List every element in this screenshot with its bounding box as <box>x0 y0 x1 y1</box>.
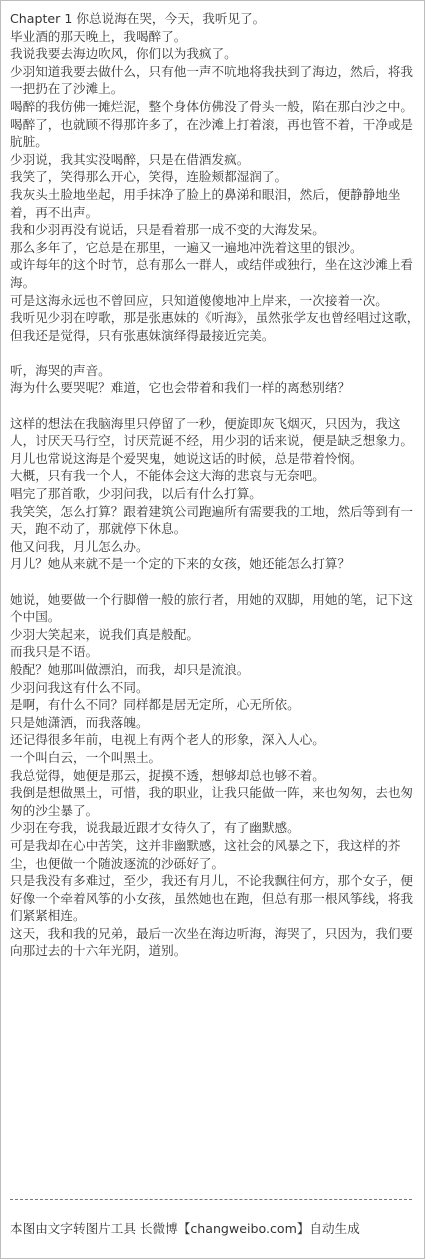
paragraph: 我笑了，笑得那么开心，笑得，连脸颊都湿润了。 <box>10 169 288 185</box>
paragraph: 我听见少羽在哼歌，那是张惠妹的《听海》，虽然张学友也曾经唱过这歌，但我还是觉得，只有张惠妹演绎得最接近完美。 <box>10 310 420 343</box>
paragraph: 我倒是想做黑土，可惜，我的职业，让我只能做一阵，来也匆匆，去也匆匆的沙尘暴了。 <box>10 785 413 818</box>
paragraph: 我和少羽再没有说话，只是看着那一成不变的大海发呆。 <box>10 222 325 238</box>
footer-credit: 本图由文字转图片工具 长微博【changweibo.com】自动生成 <box>10 1221 360 1236</box>
paragraph: 那么多年了，它总是在那里，一遍又一遍地冲洗着这里的银沙。 <box>10 239 363 255</box>
paragraph: 一个叫白云，一个叫黑土。 <box>10 749 162 765</box>
paragraph: 我说我要去海边吹风，你们以为我疯了。 <box>10 46 237 62</box>
paragraph: 只是她潇洒，而我落魄。 <box>10 714 149 730</box>
paragraph: 少羽知道我要去做什么，只有他一声不吭地将我扶到了海边，然后，将我一把扔在了沙滩上。 <box>10 63 413 97</box>
paragraph: 我笑笑，怎么打算？跟着建筑公司跑遍所有需要我的工地，然后等到有一天，跑不动了，那就停下休息。 <box>10 503 413 537</box>
paragraph: 我总觉得，她便是那云，捉摸不透，想够却总也够不着。 <box>10 767 325 783</box>
paragraph: 可是我却在心中苦笑，这并非幽默感，这社会的风暴之下，我这样的芥尘，也便做一个随波逐流的沙砾好了。 <box>10 837 401 871</box>
paragraph: Chapter 1 你总说海在哭，今天，我听见了。 <box>10 11 266 26</box>
paragraph: 少羽问我这有什么不同。 <box>10 679 149 695</box>
paragraph: 月儿？她从来就不是一个定的下来的女孩，她还能怎么打算？ <box>10 556 351 572</box>
paragraph: 我灰头土脸地坐起，用手抹净了脸上的鼻涕和眼泪，然后，便静静地坐着，再不出声。 <box>10 186 401 220</box>
paragraph: 海为什么要哭呢？难道，它也会带着和我们一样的离愁别绪？ <box>10 380 351 396</box>
paragraph: 少羽在夸我，说我最近跟才女待久了，有了幽默感。 <box>10 820 300 836</box>
paragraph: 般配？她那叫做漂泊，而我，却只是流浪。 <box>10 661 250 677</box>
paragraph: 是啊，有什么不同？同样都是居无定所，心无所依。 <box>10 697 300 713</box>
paragraph: 可是这海永远也不曾回应，只知道傻傻地冲上岸来，一次接着一次。 <box>10 292 388 308</box>
blank-line <box>10 397 420 415</box>
paragraph: 而我只是不语。 <box>10 644 99 660</box>
paragraph: 少羽大笑起来，说我们真是般配。 <box>10 626 199 642</box>
paragraph: 喝醉了，也就顾不得那许多了，在沙滩上打着滚，再也管不着，干净或是肮脏。 <box>10 116 413 150</box>
paragraph: 毕业酒的那天晚上，我喝醉了。 <box>10 28 187 44</box>
paragraph: 月儿也常说这海是个爱哭鬼，她说这话的时候，总是带着怜悯。 <box>10 450 363 466</box>
paragraph: 这样的想法在我脑海里只停留了一秒，便旋即灰飞烟灭，只因为，我这人，讨厌天马行空，讨厌荒诞不经，用少羽的话来说，便是缺乏想象力。 <box>10 415 413 449</box>
article-body <box>10 10 420 960</box>
blank-line <box>10 573 420 591</box>
paragraph: 听，海哭的声音。 <box>10 362 111 378</box>
paragraph: 喝醉的我仿佛一摊烂泥，整个身体仿佛没了骨头一般，陷在那白沙之中。 <box>10 98 413 114</box>
paragraph: 大概，只有我一个人，不能体会这大海的悲哀与无奈吧。 <box>10 468 325 484</box>
blank-line <box>10 344 420 362</box>
footer-divider <box>10 1199 412 1200</box>
paragraph: 她说，她要做一个行脚僧一般的旅行者，用她的双脚，用她的笔，记下这个中国。 <box>10 591 413 625</box>
paragraph: 他又问我，月儿怎么办。 <box>10 538 149 554</box>
paragraph: 少羽说，我其实没喝醉，只是在借酒发疯。 <box>10 151 250 167</box>
paragraph: 或许每年的这个时节，总有那么一群人，或结伴或独行，坐在这沙滩上看海。 <box>10 257 413 290</box>
paragraph: 还记得很多年前，电视上有两个老人的形象，深入人心。 <box>10 732 325 748</box>
paragraph: 只是我没有多难过，至少，我还有月儿，不论我飘往何方，那个女子，便好像一个牵着风筝的小女孩，虽然她也在跑，但总有那一根风筝线，将我们紧紧相连。 <box>10 873 413 924</box>
paragraph: 唱完了那首歌，少羽问我，以后有什么打算。 <box>10 486 262 502</box>
paragraph: 这天，我和我的兄弟，最后一次坐在海边听海，海哭了，只因为，我们要向那过去的十六年光阴，道别。 <box>10 925 413 959</box>
